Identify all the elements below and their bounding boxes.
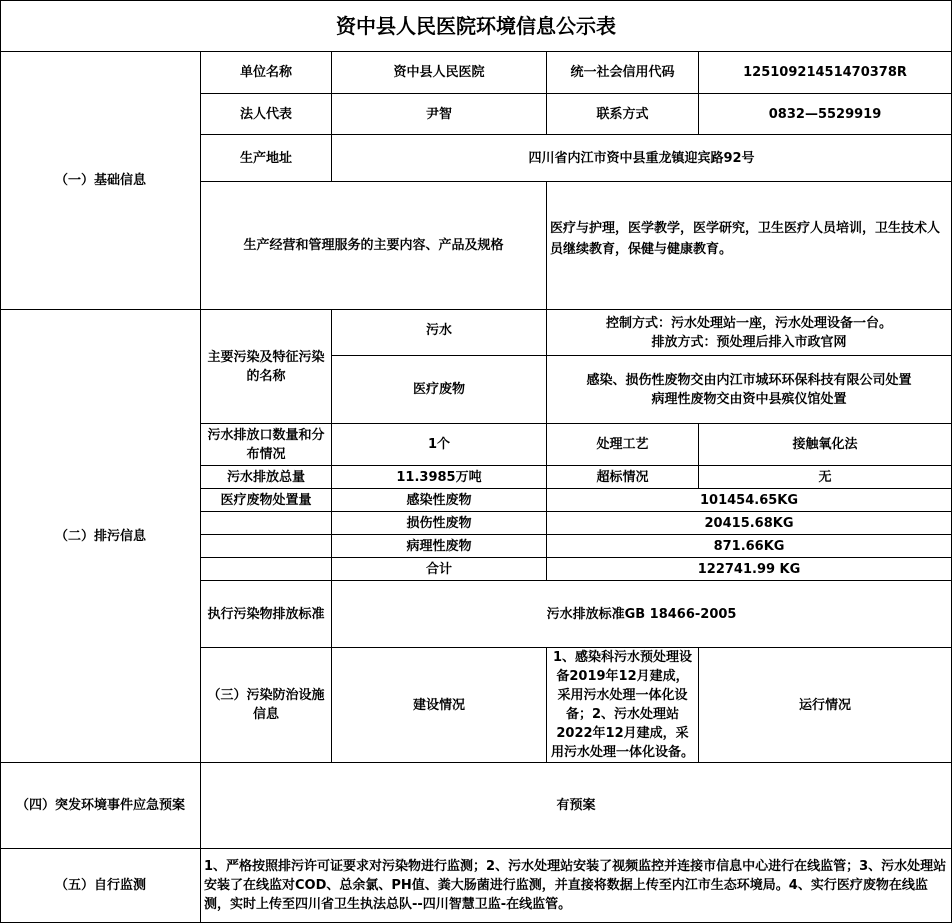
business-label: 生产经营和管理服务的主要内容、产品及规格 <box>201 182 547 310</box>
contact-value: 0832—5529919 <box>699 94 952 135</box>
table-row-waste-amount: 871.66KG <box>547 535 952 558</box>
operation-label: 运行情况 <box>699 648 952 763</box>
emergency-plan-value: 有预案 <box>201 763 952 849</box>
section-basic-info: （一）基础信息 <box>1 52 201 310</box>
standard-label: 执行污染物排放标准 <box>201 581 332 648</box>
total-discharge-value: 11.3985万吨 <box>332 466 547 489</box>
empty-cell <box>201 558 332 581</box>
process-label: 处理工艺 <box>547 424 699 466</box>
table-row-waste-amount: 101454.65KG <box>547 489 952 512</box>
table-row-waste-amount: 122741.99 KG <box>547 558 952 581</box>
exceed-value: 无 <box>699 466 952 489</box>
wastewater-info <box>547 310 952 356</box>
section-emergency-plan: （四）突发环境事件应急预案 <box>1 763 201 849</box>
legal-rep-value: 尹智 <box>332 94 547 135</box>
legal-rep-label: 法人代表 <box>201 94 332 135</box>
address-label: 生产地址 <box>201 135 332 182</box>
contact-label: 联系方式 <box>547 94 699 135</box>
table-row-waste-amount: 20415.68KG <box>547 512 952 535</box>
empty-cell <box>201 512 332 535</box>
standard-value: 污水排放标准GB 18466-2005 <box>332 581 952 648</box>
outlets-value: 1个 <box>332 424 547 466</box>
pollutants-label: 主要污染及特征污染的名称 <box>201 310 332 424</box>
medical-waste-disposal-1: 感染、损伤性废物交由内江市城环环保科技有限公司处置 <box>586 372 912 388</box>
credit-code-label: 统一社会信用代码 <box>547 52 699 94</box>
unit-name-label: 单位名称 <box>201 52 332 94</box>
section-self-monitoring: （五）自行监测 <box>1 849 201 923</box>
empty-cell <box>201 535 332 558</box>
wastewater-label: 污水 <box>332 310 547 356</box>
wastewater-discharge: 排放方式：预处理后排入市政官网 <box>651 334 847 350</box>
medical-waste-disposal-2: 病理性废物交由资中县殡仪馆处置 <box>651 391 847 407</box>
medical-waste-amount-label: 医疗废物处置量 <box>201 489 332 512</box>
address-value: 四川省内江市资中县重龙镇迎宾路92号 <box>332 135 952 182</box>
self-monitoring-value: 1、严格按照排污许可证要求对污染物进行监测；2、污水处理站安装了视频监控并连接市信息中心进行在线监管；3、污水处理站安装了在线监对COD、总余氯、PH值、粪大肠菌进行监测，并直接将数据上传至内江市生态环境局。4、实行医疗废物在线监测，实时上传至四川省卫生执法总队--四川智慧卫监-在线监管。 <box>201 849 952 923</box>
section-facilities-info: （三）污染防治设施信息 <box>201 648 332 763</box>
wastewater-control: 控制方式：污水处理站一座，污水处理设备一台。 <box>606 315 893 331</box>
exceed-label: 超标情况 <box>547 466 699 489</box>
section-pollution-info: （二）排污信息 <box>1 310 201 763</box>
construction-label: 建设情况 <box>332 648 547 763</box>
unit-name-value: 资中县人民医院 <box>332 52 547 94</box>
medical-waste-info <box>547 356 952 424</box>
construction-value: 1、感染科污水预处理设备2019年12月建成，采用污水处理一体化设备；2、污水处理站2022年12月建成，采用污水处理一体化设备。 <box>547 648 699 763</box>
page-title: 资中县人民医院环境信息公示表 <box>1 1 952 52</box>
total-discharge-label: 污水排放总量 <box>201 466 332 489</box>
table-row-waste-type: 损伤性废物 <box>332 512 547 535</box>
table-row-waste-type: 感染性废物 <box>332 489 547 512</box>
credit-code-value: 12510921451470378R <box>699 52 952 94</box>
outlets-label: 污水排放口数量和分布情况 <box>201 424 332 466</box>
medical-waste-label: 医疗废物 <box>332 356 547 424</box>
process-value: 接触氧化法 <box>699 424 952 466</box>
business-value: 医疗与护理，医学教学，医学研究，卫生医疗人员培训，卫生技术人员继续教育，保健与健康教育。 <box>547 182 952 310</box>
table-row-waste-type: 病理性废物 <box>332 535 547 558</box>
table-row-waste-type: 合计 <box>332 558 547 581</box>
